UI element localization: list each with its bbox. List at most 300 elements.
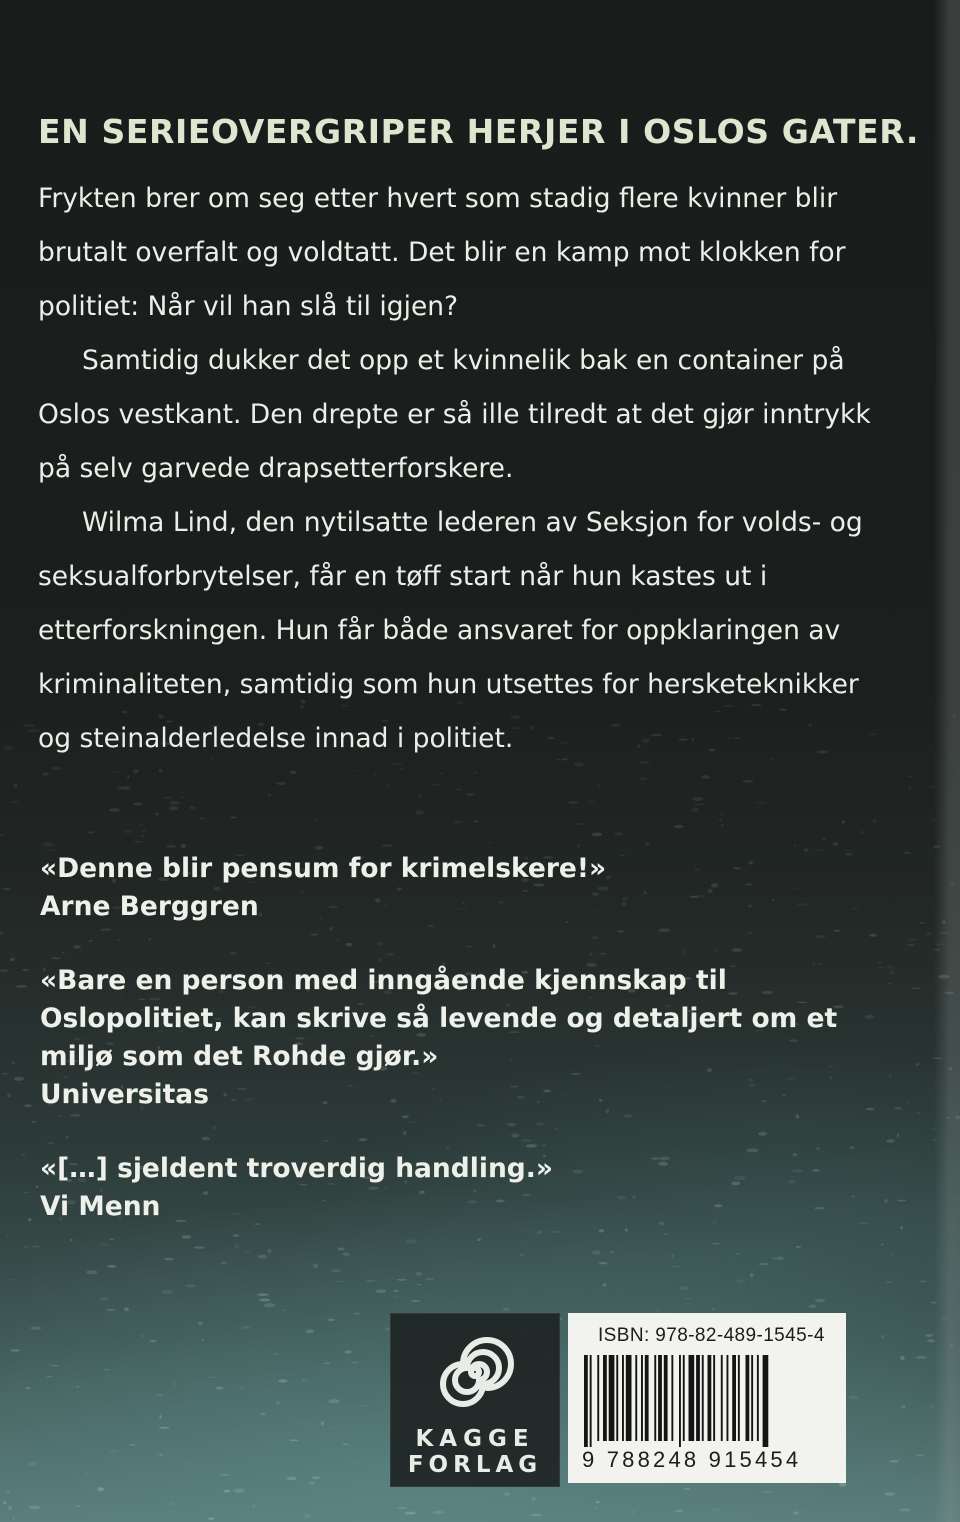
rain-drop [241, 1326, 250, 1329]
rain-drop [108, 1449, 117, 1452]
rain-drop [160, 1415, 162, 1419]
rain-drop [0, 834, 5, 835]
barcode-bar [708, 1355, 712, 1441]
rain-drop [925, 1334, 933, 1337]
rain-drop [259, 1298, 270, 1301]
barcode-bar [757, 1355, 759, 1441]
rain-drop [83, 1473, 89, 1474]
rain-drop [14, 1077, 25, 1081]
rain-drop [359, 1405, 369, 1406]
rain-drop [884, 1199, 888, 1202]
rain-drop [42, 842, 53, 846]
barcode-bar [713, 1355, 715, 1441]
rain-drop [711, 1508, 722, 1511]
rain-drop [260, 1413, 266, 1416]
rain-drop [431, 784, 441, 785]
rain-drop [873, 819, 876, 822]
rain-drop [907, 939, 917, 941]
rain-drop [615, 832, 623, 835]
barcode-bar [746, 1355, 750, 1441]
rain-drop [87, 831, 95, 833]
barcode-bar [590, 1355, 592, 1447]
rain-drop [416, 810, 424, 814]
rain-drop [859, 831, 866, 834]
rain-drop [116, 787, 123, 790]
rain-drop [281, 1309, 286, 1312]
rain-drop [503, 1308, 510, 1311]
barcode-bar [622, 1355, 624, 1441]
rain-drop [401, 768, 403, 771]
rain-drop [24, 1104, 32, 1107]
rain-drop [881, 1335, 884, 1339]
rain-drop [127, 775, 129, 779]
rain-drop [881, 1244, 884, 1246]
rain-drop [897, 1200, 906, 1202]
rain-drop [51, 766, 62, 770]
rain-drop [902, 1405, 906, 1409]
rain-drop [897, 1133, 899, 1137]
publisher-logo [390, 1313, 560, 1487]
rain-drop [159, 1454, 163, 1457]
rain-drop [691, 808, 699, 812]
barcode-bar [702, 1355, 704, 1441]
rain-drop [382, 845, 393, 847]
rain-drop [124, 1308, 129, 1312]
rain-drop [793, 1511, 799, 1514]
rain-drop [599, 1262, 608, 1264]
rain-drop [0, 969, 8, 972]
rain-drop [631, 1511, 635, 1514]
rain-drop [887, 966, 893, 970]
rain-drop [181, 844, 186, 848]
quote-source: Arne Berggren [40, 891, 259, 922]
rain-drop [28, 1218, 31, 1221]
barcode-digits: 9 788248 915454 [582, 1447, 802, 1472]
rain-drop [750, 1273, 754, 1277]
rain-drop [397, 1279, 407, 1281]
rain-drop [736, 1279, 745, 1282]
rain-drop [354, 770, 362, 771]
rain-drop [4, 746, 14, 750]
rain-drop [866, 1108, 875, 1111]
rain-drop [219, 1474, 229, 1476]
rain-drop [425, 1278, 434, 1280]
rain-drop [488, 842, 492, 843]
rain-drop [591, 833, 602, 837]
quote-text: «Bare en person med inngående kjennskap til Oslopolitiet, kan skrive så levende og detaljert om et miljø som det Rohde gjør.» [40, 965, 838, 1072]
rain-drop [411, 1300, 421, 1302]
rain-drop [885, 1492, 896, 1496]
rain-drop [352, 1362, 359, 1363]
rain-drop [257, 1293, 269, 1296]
quote-text: «[…] sjeldent troverdig handling.» [40, 1153, 553, 1184]
rain-drop [12, 1061, 14, 1064]
rain-drop [150, 1340, 156, 1342]
headline: EN SERIEOVERGRIPER HERJER I OSLOS GATER. [38, 112, 919, 151]
rain-drop [27, 1462, 37, 1466]
rain-drop [275, 1353, 278, 1354]
barcode [582, 1355, 832, 1447]
barcode-bar [645, 1355, 649, 1441]
rain-drop [23, 1192, 31, 1194]
barcode-bar [683, 1355, 685, 1441]
barcode-bar [721, 1355, 723, 1441]
rain-drop [22, 969, 29, 971]
publisher-name-line1: KAGGE [415, 1426, 535, 1452]
rain-drop [216, 1387, 223, 1390]
rain-drop [674, 825, 683, 828]
barcode-bar [609, 1355, 615, 1441]
publisher-name-line2: FORLAG [407, 1452, 543, 1478]
rain-drop [888, 983, 891, 984]
rain-drop [180, 797, 185, 798]
rain-drop [890, 1460, 899, 1462]
rain-drop [886, 1282, 893, 1284]
rain-drop [419, 794, 421, 797]
rain-drop [31, 1121, 37, 1123]
rain-drop [879, 966, 882, 969]
rain-drop [162, 796, 172, 799]
quote-source: Vi Menn [40, 1191, 161, 1222]
barcode-bar [763, 1355, 769, 1447]
rain-drop [202, 1339, 205, 1340]
rain-drop [598, 785, 600, 786]
rain-drop [343, 1444, 349, 1445]
rain-drop [904, 852, 911, 855]
rain-drop [919, 922, 925, 924]
rain-drop [911, 988, 921, 989]
rain-drop [568, 801, 578, 803]
barcode-bar [738, 1355, 740, 1441]
rain-drop [530, 1514, 542, 1516]
rain-drop [794, 844, 796, 846]
rain-drop [104, 1369, 109, 1370]
rain-drop [141, 835, 145, 837]
barcode-bar [679, 1355, 681, 1447]
rain-drop [366, 1280, 376, 1282]
rain-drop [417, 1284, 422, 1285]
barcode-bar [616, 1355, 618, 1441]
rain-drop [253, 1505, 256, 1509]
rain-drop [719, 814, 724, 815]
rain-drop [75, 1505, 81, 1507]
rain-drop [900, 1356, 905, 1360]
rain-drop [6, 1236, 8, 1238]
rain-drop [845, 853, 853, 855]
rain-drop [694, 804, 705, 805]
cover-edge-shadow [934, 0, 960, 1522]
rain-drop [30, 1326, 41, 1330]
rain-drop [589, 801, 595, 802]
isbn-barcode-box [568, 1313, 846, 1483]
rain-drop [129, 1444, 136, 1446]
rain-drop [3, 1501, 6, 1504]
rain-drop [329, 1427, 333, 1429]
rain-drop [276, 1401, 279, 1405]
rain-drop [185, 1284, 196, 1287]
rain-drop [916, 1063, 920, 1066]
barcode-bar [751, 1355, 753, 1441]
rain-drop [286, 1477, 297, 1480]
rain-drop [314, 820, 317, 822]
rain-drop [141, 830, 146, 832]
rain-drop [142, 1471, 147, 1473]
rain-drop [335, 1281, 345, 1282]
rain-drop [97, 1487, 104, 1491]
quote-text: «Denne blir pensum for krimelskere!» [40, 853, 607, 884]
rain-drop [198, 1322, 203, 1325]
rain-drop [64, 767, 68, 769]
rain-drop [159, 1427, 170, 1429]
rain-drop [761, 1491, 772, 1493]
rain-drop [684, 1298, 692, 1299]
rain-drop [907, 1101, 910, 1105]
barcode-bar [689, 1355, 695, 1441]
rain-drop [900, 1226, 903, 1229]
rain-drop [842, 821, 845, 824]
barcode-bar [727, 1355, 729, 1441]
rain-drop [133, 841, 144, 843]
rain-drop [107, 1265, 116, 1268]
rain-drop [397, 1507, 407, 1509]
blurb-paragraph-1: Frykten brer om seg etter hvert som stadig flere kvinner blir brutalt overfalt og voldtatt. Det blir en kamp mot klokken for politiet: Når vil han slå til igjen? [38, 183, 846, 322]
rain-drop [877, 961, 881, 963]
barcode-bar [658, 1355, 662, 1441]
rain-drop [313, 1264, 318, 1268]
rain-drop [857, 1223, 868, 1225]
rain-drop [602, 1283, 606, 1287]
review-quote [40, 850, 840, 926]
rain-drop [504, 1492, 511, 1496]
rain-drop [692, 797, 703, 801]
rain-drop [13, 784, 17, 788]
rain-drop [10, 958, 15, 961]
rain-drop [758, 1263, 768, 1265]
rain-drop [109, 808, 119, 812]
rain-drop [711, 1308, 715, 1310]
rain-drop [99, 1297, 109, 1301]
barcode-bar [603, 1355, 607, 1441]
rain-drop [393, 1290, 399, 1292]
blurb [38, 172, 878, 766]
spiral-icon [435, 1324, 515, 1420]
rain-drop [387, 785, 391, 787]
rain-drop [353, 1313, 361, 1315]
rain-drop [869, 934, 877, 937]
rain-drop [848, 1396, 858, 1400]
rain-drop [919, 1280, 927, 1282]
rain-drop [11, 1279, 15, 1281]
rain-drop [596, 1501, 600, 1503]
rain-drop [69, 1386, 80, 1388]
rain-drop [290, 771, 296, 774]
rain-drop [264, 1303, 276, 1307]
rain-drop [0, 931, 3, 935]
rain-drop [654, 1310, 660, 1312]
rain-drop [29, 1506, 41, 1510]
rain-drop [276, 782, 286, 785]
rain-drop [850, 1146, 854, 1149]
rain-drop [239, 1386, 244, 1388]
rain-drop [675, 1510, 684, 1512]
rain-drop [304, 1514, 312, 1518]
rain-drop [930, 1404, 933, 1408]
rain-drop [645, 842, 650, 846]
barcode-bar [641, 1355, 643, 1441]
rain-drop [169, 806, 179, 810]
rain-drop [268, 794, 272, 796]
rain-drop [851, 907, 859, 910]
rain-drop [456, 789, 462, 790]
rain-drop [234, 1489, 245, 1493]
rain-drop [917, 1112, 921, 1114]
rain-drop [327, 1319, 335, 1321]
review-quote [40, 1150, 840, 1226]
rain-drop [47, 1376, 52, 1378]
rain-drop [309, 1482, 315, 1485]
rain-drop [671, 1266, 683, 1267]
rain-drop [305, 1329, 314, 1333]
rain-drop [899, 1508, 911, 1511]
barcode-bar [696, 1355, 700, 1441]
rain-drop [8, 1506, 11, 1510]
rain-drop [221, 1262, 227, 1265]
rain-drop [208, 1517, 214, 1520]
rain-drop [172, 1382, 176, 1386]
rain-drop [106, 1309, 116, 1311]
rain-drop [139, 825, 145, 826]
rain-drop [679, 1286, 688, 1290]
review-quotes [40, 850, 840, 1262]
rain-drop [10, 1349, 20, 1352]
rain-drop [230, 1278, 235, 1280]
rain-drop [894, 1107, 902, 1110]
rain-drop [889, 971, 895, 975]
rain-drop [742, 780, 753, 782]
barcode-bar [584, 1355, 588, 1447]
quote-source: Universitas [40, 1079, 209, 1110]
rain-drop [916, 1454, 925, 1456]
rain-drop [375, 774, 377, 778]
rain-drop [473, 772, 478, 774]
rain-drop [112, 771, 122, 773]
rain-drop [393, 1295, 397, 1297]
rain-drop [223, 1490, 230, 1493]
rain-drop [133, 802, 142, 805]
rain-drop [43, 772, 49, 775]
rain-drop [278, 1379, 287, 1382]
rain-drop [832, 842, 838, 845]
rain-drop [564, 1280, 567, 1282]
rain-drop [199, 818, 206, 820]
rain-drop [640, 777, 648, 780]
rain-drop [815, 1299, 826, 1303]
rain-drop [166, 845, 177, 848]
rain-drop [25, 1387, 31, 1390]
rain-drop [756, 802, 767, 804]
rain-drop [21, 1154, 26, 1156]
rain-drop [345, 1350, 352, 1353]
rain-drop [719, 819, 723, 820]
rain-drop [133, 769, 139, 773]
rain-drop [907, 944, 915, 946]
isbn-label: ISBN: 978-82-489-1545-4 [598, 1325, 825, 1346]
rain-drop [4, 1490, 10, 1493]
rain-drop [13, 1518, 15, 1520]
barcode-bar [671, 1355, 673, 1441]
rain-drop [159, 769, 163, 773]
rain-drop [433, 1511, 444, 1514]
rain-drop [595, 1507, 598, 1509]
barcode-bar [597, 1355, 599, 1441]
rain-drop [155, 813, 158, 816]
rain-drop [301, 1379, 308, 1382]
rain-drop [267, 1391, 269, 1393]
rain-drop [328, 1399, 339, 1403]
rain-drop [86, 1270, 98, 1274]
rain-drop [23, 725, 34, 727]
rain-drop [323, 1363, 331, 1364]
rain-drop [169, 801, 180, 805]
rain-drop [909, 786, 911, 789]
rain-drop [3, 888, 11, 890]
rain-drop [453, 821, 462, 824]
rain-drop [36, 1186, 39, 1189]
barcode-bar [732, 1355, 736, 1441]
rain-drop [209, 1377, 217, 1378]
rain-drop [439, 773, 443, 774]
blurb-paragraph-2: Samtidig dukker det opp et kvinnelik bak en container på Oslos vestkant. Den drepte er så ille tilredt at det gjør inntrykk på selv garvede drapsetterforskere. [38, 345, 871, 484]
rain-drop [289, 1440, 299, 1442]
rain-drop [312, 1476, 321, 1479]
rain-drop [321, 1421, 324, 1425]
barcode-bar [626, 1355, 632, 1441]
rain-drop [823, 838, 826, 840]
rain-drop [10, 801, 20, 802]
rain-drop [1, 1073, 8, 1075]
rain-drop [50, 1365, 59, 1367]
rain-drop [189, 806, 195, 809]
rain-drop [916, 1356, 927, 1359]
rain-drop [7, 1094, 11, 1098]
rain-drop [839, 1483, 846, 1487]
rain-drop [162, 1290, 174, 1294]
rain-drop [886, 1139, 894, 1143]
review-quote [40, 962, 840, 1114]
rain-drop [890, 1253, 894, 1257]
rain-drop [24, 1246, 30, 1247]
rain-drop [749, 1280, 751, 1281]
rain-drop [168, 1502, 175, 1506]
rain-drop [809, 1304, 816, 1308]
rain-drop [684, 1488, 690, 1490]
rain-drop [415, 1272, 422, 1276]
rain-drop [140, 1334, 144, 1338]
blurb-paragraph-3: Wilma Lind, den nytilsatte lederen av Seksjon for volds- og seksualforbrytelser, får en tøff start når hun kastes ut i etterforskningen. Hun får både ansvaret for oppklaringen av kriminaliteten, samtidig som hun utsettes for hersketeknikker og steinalderledelse innad i politiet. [38, 507, 863, 754]
rain-drop [230, 817, 237, 819]
rain-drop [156, 1394, 162, 1397]
rain-drop [474, 821, 479, 823]
rain-drop [926, 932, 932, 935]
rain-drop [865, 1015, 874, 1019]
rain-drop [466, 793, 475, 796]
rain-drop [16, 985, 28, 988]
rain-drop [851, 1195, 855, 1197]
rain-drop [578, 845, 580, 847]
rain-drop [907, 776, 911, 778]
rain-drop [331, 1269, 342, 1273]
rain-drop [123, 830, 133, 833]
